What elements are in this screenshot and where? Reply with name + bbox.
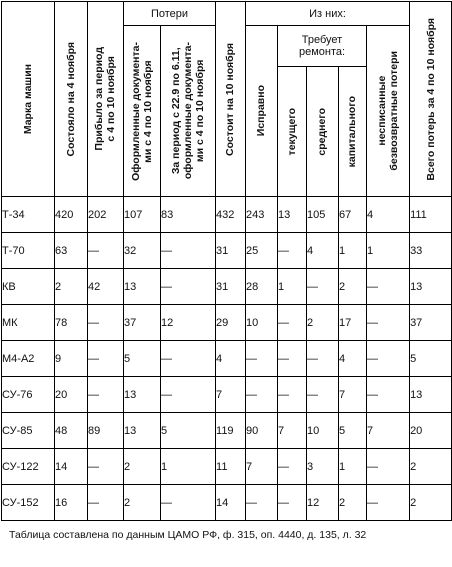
header-arrived: Прибыло за период с 4 по 10 ноября: [88, 2, 124, 197]
table-cell: 31: [216, 233, 246, 269]
table-cell: 111: [410, 197, 452, 233]
table-cell: —: [367, 485, 410, 521]
brand-cell: СУ-85: [2, 413, 55, 449]
brand-cell: КВ: [2, 269, 55, 305]
losses-table: [1, 1, 452, 521]
table-cell: 14: [216, 485, 246, 521]
table-cell: 4: [216, 341, 246, 377]
brand-cell: М4-А2: [2, 341, 55, 377]
header-nov10: Состоит на 10 ноября: [216, 2, 246, 197]
table-cell: 17: [339, 305, 367, 341]
table-cell: —: [367, 269, 410, 305]
table-cell: 33: [410, 233, 452, 269]
table-cell: 4: [339, 341, 367, 377]
table-cell: 32: [124, 233, 161, 269]
table-row: [2, 233, 452, 269]
table-cell: 420: [55, 197, 88, 233]
table-cell: 31: [216, 269, 246, 305]
table-cell: 243: [246, 197, 278, 233]
table-row: [2, 269, 452, 305]
table-cell: 2: [55, 269, 88, 305]
table-cell: 63: [55, 233, 88, 269]
table-cell: —: [246, 485, 278, 521]
table-cell: —: [367, 377, 410, 413]
table-cell: —: [307, 341, 339, 377]
table-row: [2, 485, 452, 521]
table-cell: —: [161, 485, 216, 521]
table-cell: 48: [55, 413, 88, 449]
table-cell: —: [367, 449, 410, 485]
table-cell: 105: [307, 197, 339, 233]
table-cell: 67: [339, 197, 367, 233]
table-cell: 1: [367, 233, 410, 269]
header-irrecoverable: несписанные безвозвратные потери: [367, 26, 410, 197]
header-medium: среднего: [307, 67, 339, 197]
table-cell: —: [278, 341, 307, 377]
table-cell: 20: [55, 377, 88, 413]
table-cell: 5: [124, 341, 161, 377]
brand-cell: Т-34: [2, 197, 55, 233]
table-cell: —: [161, 269, 216, 305]
table-cell: 107: [124, 197, 161, 233]
table-cell: 13: [124, 269, 161, 305]
header-current: текущего: [278, 67, 307, 197]
table-cell: 7: [339, 377, 367, 413]
table-cell: 4: [367, 197, 410, 233]
table-cell: 1: [339, 233, 367, 269]
table-cell: —: [367, 305, 410, 341]
header-capital: капитального: [339, 67, 367, 197]
table-cell: —: [278, 485, 307, 521]
header-ok: Исправно: [246, 26, 278, 197]
table-row: [2, 341, 452, 377]
table-cell: —: [278, 377, 307, 413]
table-cell: 12: [161, 305, 216, 341]
table-cell: 89: [88, 413, 124, 449]
header-losses: Потери: [124, 2, 216, 26]
table-cell: 7: [216, 377, 246, 413]
table-body: [2, 197, 452, 521]
table-row: [2, 197, 452, 233]
table-cell: 10: [246, 305, 278, 341]
table-cell: 202: [88, 197, 124, 233]
table-cell: 10: [307, 413, 339, 449]
header-loss2: За период с 22.9 по 6.11, оформленные документа- ми с 4 по 10 ноября: [161, 26, 216, 197]
brand-cell: СУ-122: [2, 449, 55, 485]
table-cell: 3: [307, 449, 339, 485]
table-cell: 2: [410, 485, 452, 521]
table-cell: 12: [307, 485, 339, 521]
table-cell: 11: [216, 449, 246, 485]
table-cell: 432: [216, 197, 246, 233]
table-cell: 5: [410, 341, 452, 377]
source-note: Таблица составлена по данным ЦАМО РФ, ф. 315, оп. 4440, д. 135, л. 32: [9, 529, 367, 541]
table-cell: 5: [339, 413, 367, 449]
table-cell: 13: [124, 377, 161, 413]
table-cell: 2: [124, 449, 161, 485]
table-row: [2, 449, 452, 485]
table-row: [2, 377, 452, 413]
header-of-them: Из них:: [246, 2, 410, 26]
table-cell: 2: [339, 269, 367, 305]
table-cell: 37: [410, 305, 452, 341]
table-cell: —: [307, 377, 339, 413]
table-cell: —: [278, 449, 307, 485]
table-cell: 2: [410, 449, 452, 485]
table-cell: —: [88, 377, 124, 413]
table-cell: 78: [55, 305, 88, 341]
header-nov4: Состояло на 4 ноября: [55, 2, 88, 197]
table-cell: 119: [216, 413, 246, 449]
table-cell: —: [161, 341, 216, 377]
table-cell: 28: [246, 269, 278, 305]
table-cell: 13: [410, 269, 452, 305]
brand-cell: МК: [2, 305, 55, 341]
table-cell: 7: [278, 413, 307, 449]
table-cell: —: [88, 305, 124, 341]
table-cell: 16: [55, 485, 88, 521]
table-cell: 4: [307, 233, 339, 269]
table-row: [2, 305, 452, 341]
table-cell: —: [278, 233, 307, 269]
table-cell: 5: [161, 413, 216, 449]
table-cell: 2: [339, 485, 367, 521]
table-cell: 7: [367, 413, 410, 449]
table-cell: —: [307, 269, 339, 305]
table-cell: 42: [88, 269, 124, 305]
brand-cell: СУ-152: [2, 485, 55, 521]
table-cell: 37: [124, 305, 161, 341]
table-cell: 1: [161, 449, 216, 485]
table-cell: —: [88, 341, 124, 377]
header-loss1: Оформленные документа- ми с 4 по 10 ноября: [124, 26, 161, 197]
table-cell: 83: [161, 197, 216, 233]
brand-cell: СУ-76: [2, 377, 55, 413]
table-cell: —: [246, 341, 278, 377]
table-cell: —: [161, 377, 216, 413]
table-cell: 20: [410, 413, 452, 449]
table-cell: —: [88, 449, 124, 485]
table-cell: —: [88, 233, 124, 269]
table-row: [2, 413, 452, 449]
table-cell: —: [88, 485, 124, 521]
brand-cell: Т-70: [2, 233, 55, 269]
table-cell: 2: [124, 485, 161, 521]
table-cell: —: [246, 377, 278, 413]
header-total-losses: Всего потерь за 4 по 10 ноября: [410, 2, 452, 197]
table-cell: 9: [55, 341, 88, 377]
table-cell: 13: [124, 413, 161, 449]
table-cell: 25: [246, 233, 278, 269]
table-cell: 1: [278, 269, 307, 305]
table-cell: 13: [410, 377, 452, 413]
table-cell: —: [367, 341, 410, 377]
table-cell: 13: [278, 197, 307, 233]
table-cell: 14: [55, 449, 88, 485]
table-cell: 29: [216, 305, 246, 341]
table-cell: —: [161, 233, 216, 269]
header-brand: Марка машин: [2, 2, 55, 197]
table-cell: —: [278, 305, 307, 341]
header-repair: Требует ремонта:: [278, 26, 367, 67]
table-cell: 1: [339, 449, 367, 485]
table-cell: 2: [307, 305, 339, 341]
table-cell: 90: [246, 413, 278, 449]
table-cell: 7: [246, 449, 278, 485]
